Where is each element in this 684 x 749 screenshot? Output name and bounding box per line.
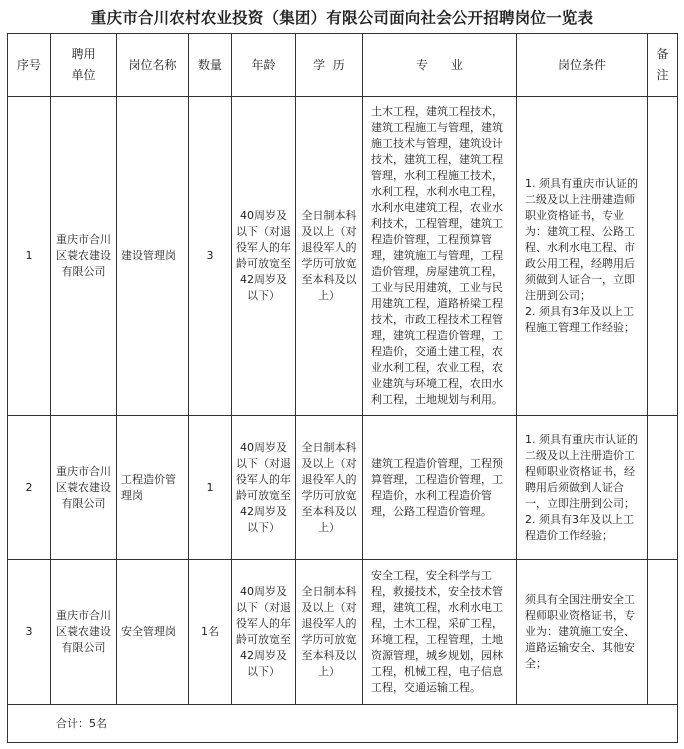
row-major: 土木工程，建筑工程技术，建筑工程施工与管理，建筑施工技术与管理，建筑设计技术，建筑工程，建筑工程管理，水利工程施工技术，水利工程，水利水电工程，水利水电建筑工程，农业水利技术，工程管理，建筑工程造价管理，工程预算管理，建筑施工与管理，工程造价管理，房屋建筑工程，工业与民用建筑，工业与民用建筑工程，道路桥梁工程技术，市政工程技术工程管理，建筑工程造价管理，工程造价，交通土建工程，农业水利工程，农业工程，农业建筑与环境工程，农田水利工程，土地规划与利用。 [363, 97, 517, 416]
header-conditions: 岗位条件 [517, 34, 648, 97]
row-education: 全日制本科及以上（对退役军人的学历可放宽至本科及以上） [296, 560, 363, 705]
header-unit-line2: 单位 [71, 68, 96, 82]
row-conditions: 须具有全国注册安全工程师职业资格证书，专业为：建筑施工安全、道路运输安全、其他安全； [517, 560, 648, 705]
row-count: 3 [189, 97, 232, 416]
row-age: 40周岁及以下（对退役军人的年龄可放宽至42周岁及以下） [232, 560, 296, 705]
row-age: 40周岁及以下（对退役军人的年龄可放宽至42周岁及以下） [232, 97, 296, 416]
row-position: 工程造价管理岗 [117, 416, 189, 560]
row-seq: 3 [8, 560, 51, 705]
header-row [8, 34, 678, 97]
row-position: 建设管理岗 [117, 97, 189, 416]
row-remark [648, 416, 678, 560]
table-row [8, 97, 678, 416]
footer-row [8, 705, 678, 743]
row-conditions: 1. 须具有重庆市认证的二级及以上注册建造师职业资格证书，专业为：建筑工程、公路工程、水利水电工程、市政公用工程，经聘用后须做到人证合一，立即注册到公司； 2. 须具有3年及以上工程施工管理工作经验； [517, 97, 648, 416]
header-count: 数量 [189, 34, 232, 97]
header-seq: 序号 [8, 34, 51, 97]
row-count: 1 [189, 416, 232, 560]
recruitment-table [7, 33, 678, 743]
header-education: 学 历 [296, 34, 363, 97]
header-major: 专 业 [363, 34, 517, 97]
header-remark-line1: 备 [656, 47, 669, 61]
row-position: 安全管理岗 [117, 560, 189, 705]
row-major: 建筑工程造价管理，工程预算管理，工程造价管理，工程造价，水利工程造价管理，公路工程造价管理。 [363, 416, 517, 560]
table-row [8, 560, 678, 705]
row-education: 全日制本科及以上（对退役军人的学历可放宽至本科及以上） [296, 97, 363, 416]
row-major: 安全工程，安全科学与工程，救援技术，安全技术管理，建筑工程，水利水电工程，土木工程，采矿工程，环境工程，工程管理，土地资源管理，城乡规划，园林工程，机械工程，电子信息工程，交通运输工程。 [363, 560, 517, 705]
header-remark-line2: 注 [656, 68, 669, 82]
header-remark [648, 34, 678, 97]
row-unit: 重庆市合川区蓑农建设有限公司 [51, 97, 117, 416]
page-title: 重庆市合川农村农业投资（集团）有限公司面向社会公开招聘岗位一览表 [90, 9, 594, 27]
row-conditions: 1. 须具有重庆市认证的二级及以上注册造价工程师职业资格证书，经聘用后须做到人证合一，立即注册到公司； 2. 须具有3年及以上工程造价工作经验； [517, 416, 648, 560]
row-remark [648, 560, 678, 705]
row-education: 全日制本科及以上（对退役军人的学历可放宽至本科及以上） [296, 416, 363, 560]
row-unit: 重庆市合川区蓑农建设有限公司 [51, 560, 117, 705]
header-unit [51, 34, 117, 97]
header-position: 岗位名称 [117, 34, 189, 97]
header-unit-line1: 聘用 [71, 47, 96, 61]
total-count: 合计：5名 [8, 705, 678, 743]
row-remark [648, 97, 678, 416]
row-seq: 1 [8, 97, 51, 416]
row-unit: 重庆市合川区蓑农建设有限公司 [51, 416, 117, 560]
row-seq: 2 [8, 416, 51, 560]
table-row [8, 416, 678, 560]
row-age: 40周岁及以下（对退役军人的年龄可放宽至42周岁及以下） [232, 416, 296, 560]
header-age: 年龄 [232, 34, 296, 97]
row-count: 1名 [189, 560, 232, 705]
